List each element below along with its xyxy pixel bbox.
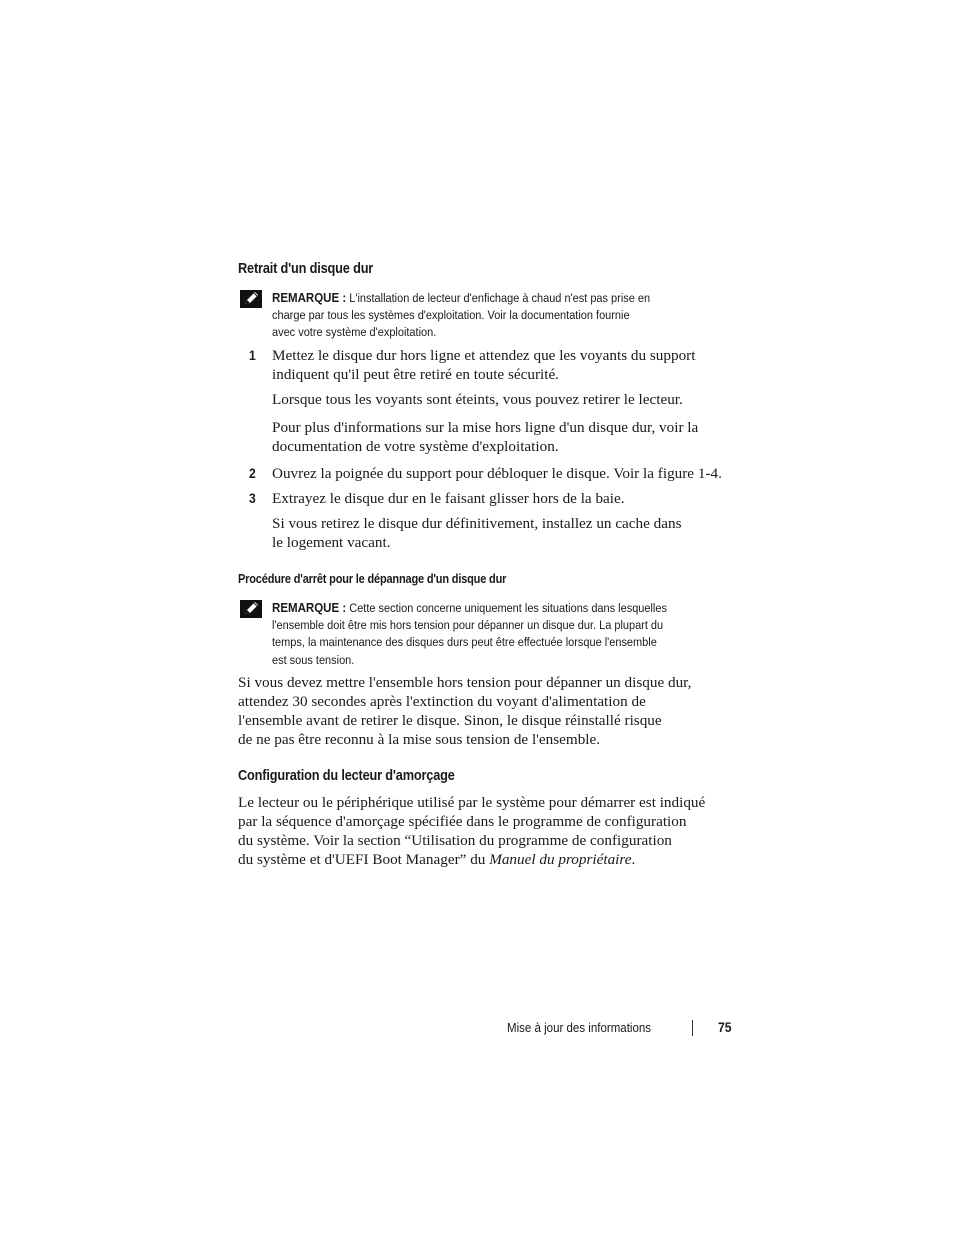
note-line: Cette section concerne uniquement les situations dans lesquelles	[349, 601, 667, 615]
heading-retrait: Retrait d'un disque dur	[238, 261, 374, 277]
text-line: attendez 30 secondes après l'extinction du voyant d'alimentation de	[238, 693, 646, 710]
note-text	[272, 599, 727, 669]
text-line: par la séquence d'amorçage spécifiée dans le programme de configuration	[238, 813, 687, 830]
step-text	[272, 346, 695, 384]
text-line: de ne pas être reconnu à la mise sous tension de l'ensemble.	[238, 731, 601, 748]
note-line: l'ensemble doit être mis hors tension pour dépanner un disque dur. La plupart du	[272, 618, 664, 633]
text-line: Mettez le disque dur hors ligne et attendez que les voyants du support	[272, 347, 696, 364]
procedure-paragraph	[238, 673, 691, 749]
note-line: temps, la maintenance des disques durs peut être effectuée lorsque l'ensemble	[272, 635, 657, 650]
note-line: L'installation de lecteur d'enfichage à chaud n'est pas prise en	[349, 291, 651, 305]
text-run: .	[631, 851, 636, 868]
text-run: du système et d'UEFI Boot Manager” du	[238, 851, 490, 868]
step-note-paragraph	[272, 418, 698, 456]
text-line: Si vous devez mettre l'ensemble hors tension pour dépanner un disque dur,	[238, 674, 692, 691]
step-note-paragraph	[272, 390, 683, 409]
note-line: avec votre système d'exploitation.	[272, 325, 437, 340]
footer-separator	[692, 1020, 693, 1036]
text-line	[238, 850, 705, 869]
text-line: Pour plus d'informations sur la mise hors ligne d'un disque dur, voir la	[272, 419, 699, 436]
step-text	[272, 464, 722, 483]
step-number: 1	[249, 348, 256, 363]
text-line: indiquent qu'il peut être retiré en toute sécurité.	[272, 366, 559, 383]
text-line: Ouvrez la poignée du support pour débloquer le disque. Voir la figure 1-4.	[272, 465, 722, 482]
note-text	[272, 289, 727, 342]
step-note-paragraph	[272, 514, 682, 552]
page-number: 75	[718, 1020, 732, 1035]
text-line: Lorsque tous les voyants sont éteints, vous pouvez retirer le lecteur.	[272, 391, 683, 408]
text-line: Si vous retirez le disque dur définitivement, installez un cache dans	[272, 515, 682, 532]
note-pencil-icon	[240, 290, 262, 308]
note-line: est sous tension.	[272, 652, 355, 667]
note-label: REMARQUE :	[272, 600, 347, 615]
manual-title: Manuel du propriétaire	[489, 851, 632, 868]
text-line: documentation de votre système d'exploitation.	[272, 438, 559, 455]
footer-section-name: Mise à jour des informations	[507, 1020, 652, 1035]
text-line: Extrayez le disque dur en le faisant glisser hors de la baie.	[272, 490, 625, 507]
step-text	[272, 489, 625, 508]
text-line: le logement vacant.	[272, 534, 391, 551]
note-line: charge par tous les systèmes d'exploitation. Voir la documentation fournie	[272, 308, 630, 323]
text-line: Le lecteur ou le périphérique utilisé par le système pour démarrer est indiqué	[238, 794, 706, 811]
config-paragraph	[238, 793, 705, 869]
step-number: 3	[249, 491, 256, 506]
text-line: du système. Voir la section “Utilisation du programme de configuration	[238, 832, 672, 849]
text-line: l'ensemble avant de retirer le disque. Sinon, le disque réinstallé risque	[238, 712, 662, 729]
heading-config: Configuration du lecteur d'amorçage	[238, 768, 455, 784]
note-pencil-icon	[240, 600, 262, 618]
note-label: REMARQUE :	[272, 290, 347, 305]
step-number: 2	[249, 466, 256, 481]
heading-procedure: Procédure d'arrêt pour le dépannage d'un disque dur	[238, 572, 507, 586]
